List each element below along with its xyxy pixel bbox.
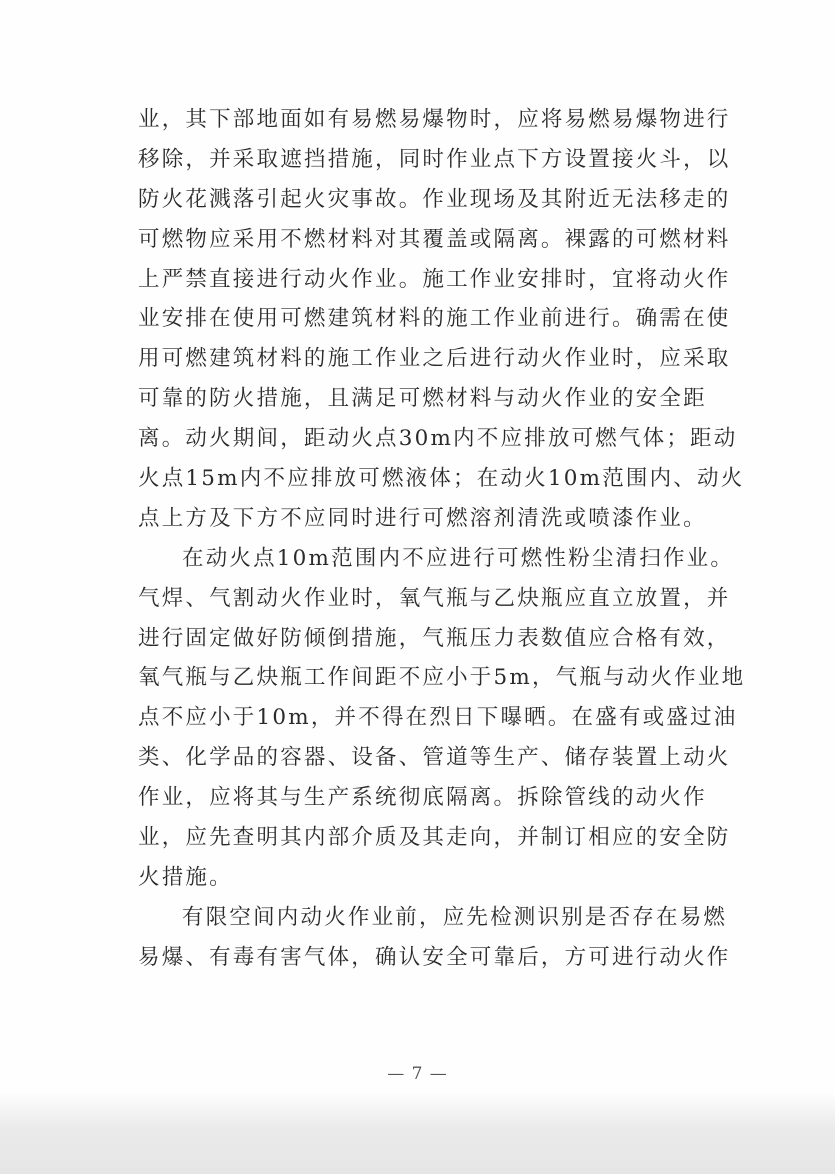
text-line: 可燃物应采用不燃材料对其覆盖或隔离。裸露的可燃材料 xyxy=(138,226,731,252)
text-line: 业，应先查明其内部介质及其走向，并制订相应的安全防 xyxy=(138,825,731,851)
text-line: 用可燃建筑材料的施工作业之后进行动火作业时，应采取 xyxy=(138,346,731,372)
text-line: 离。动火期间，距动火点30m内不应排放可燃气体；距动 xyxy=(138,426,738,452)
text-line: 点不应小于10m，并不得在烈日下曝晒。在盛有或盛过油 xyxy=(138,705,738,731)
text-line: 点上方及下方不应同时进行可燃溶剂清洗或喷漆作业。 xyxy=(138,505,707,531)
paragraph-start-line: 在动火点10m范围内不应进行可燃性粉尘清扫作业。 xyxy=(182,545,735,571)
text-line: 防火花溅落引起火灾事故。作业现场及其附近无法移走的 xyxy=(138,186,731,212)
text-line: 火点15m内不应排放可燃液体；在动火10m范围内、动火 xyxy=(138,466,745,492)
text-line: 火措施。 xyxy=(138,864,233,890)
paragraph-start-line: 有限空间内动火作业前，应先检测识别是否存在易燃 xyxy=(182,904,728,930)
scan-shadow xyxy=(0,1092,835,1174)
text-line: 类、化学品的容器、设备、管道等生产、储存装置上动火 xyxy=(138,745,731,771)
text-line: 进行固定做好防倾倒措施，气瓶压力表数值应合格有效， xyxy=(138,625,731,651)
text-line: 上严禁直接进行动火作业。施工作业安排时，宜将动火作 xyxy=(138,266,731,292)
text-line: 作业，应将其与生产系统彻底隔离。拆除管线的动火作 xyxy=(138,785,707,811)
text-line: 移除，并采取遮挡措施，同时作业点下方设置接火斗，以 xyxy=(138,146,731,172)
text-line: 业，其下部地面如有易燃易爆物时，应将易燃易爆物进行 xyxy=(138,107,731,132)
text-line: 氧气瓶与乙炔瓶工作间距不应小于5m，气瓶与动火作业地 xyxy=(138,665,746,691)
text-line: 易爆、有毒有害气体，确认安全可靠后，方可进行动火作 xyxy=(138,944,731,970)
page-number: — 7 — xyxy=(387,1064,448,1084)
text-line: 可靠的防火措施，且满足可燃材料与动火作业的安全距 xyxy=(138,386,707,412)
body-text xyxy=(138,100,746,978)
text-line: 业安排在使用可燃建筑材料的施工作业前进行。确需在使 xyxy=(138,306,731,332)
text-line: 气焊、气割动火作业时，氧气瓶与乙炔瓶应直立放置，并 xyxy=(138,585,731,611)
